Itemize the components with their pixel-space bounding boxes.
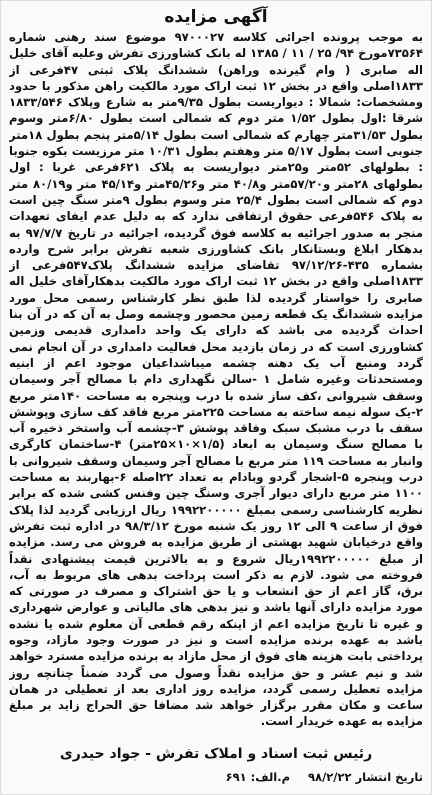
notice-body: به موجب پرونده اجرائی کلاسه ۹۷۰۰۰۲۷ موضوع سند رهنی شماره ۷۳۵۶۴مورخ ۹۴/ ۲۵ / ۱۱ / ۱۳۸۵ له بانک کشاورزی تفرش وعلیه آقای خلیل اله صابری ( وام گیرنده وراهن) ششدانگ پلاک ثبتی ۴۷فرعی از ۱۸۳۳اصلی واقع در بخش ۱۲ ثبت اراک مورد مالکیت راهن مذکور با حدود ومشخصات: شمالا : دیواریست بطول ۹/۳۵متر به شارع وپلاک ۱۸۳۳/۵۴۶ شرقا :اول بطول ۱/۵۲ متر دوم که شمالی است بطول ۶/۸۰متر وسوم بطول ۳۱/۵۳متر چهارم که شمالی است بطول ۵/۱۴متر پنجم بطول ۱۸متر جنوبی است بطول ۵/۱۷ متر وهفتم بطول ۱۰/۳۱ متر مرزیست بکوه جنوبا : بطولهای ۵۲متر و۲۵متر دیواریست به پلاک ۶۲۱فرعی غربا : اول بطولهای ۲۸متر و۵۷/۲۰متر و۴۰/۸ متر و۴۵/۲۶متر و۴۵/۱۴ متر و۸۰/۱۹ متر دوم که شمالی است بطول ۲۵/۴ متر وسوم بطول ۹متر سنگ چین است به پلاک ۵۴۶فرعی حقوق ارتفاقی ندارد که به دلیل عدم ایفای تعهدات منجر به صدور اجرائیه به کلاسه فوق گردیده، اجرائیه در تاریخ ۹۷/۷/۷ به بدهکار ابلاغ وبستانکار بانک کشاورزی شعبه تفرش برابر شرح وارده بشماره ۴۳۵-۹۷/۱۲/۲۶ تقاضای مزایده ششدانگ پلاک۵۴۷فرعی از ۱۸۳۳اصلی واقع در بخش ۱۲ ثبت اراک مورد مالکیت بدهکارآقای خلیل اله صابری را خواستار گردیده لذا طبق نظر کارشناس رسمی محل مورد مزایده ششدانگ یک قطعه زمین محصور وچشمه وصل به آن که در آن بنا احداث گردیده می باشد که دارای یک واحد دامداری قدیمی وزمین کشاورزی است که در زمان بازدید محل فعالیت دامداری در آن انجام نمی گردد ومنبع آب یک دهنه چشمه میباشداعیان موجود اعم از ابنیه ومستحدثات وغیره شامل ۱ -سالن نگهداری دام با مصالح آجر وسیمان وسقف شیروانی ،کف ساز شده با درب وپنجره به مساحت ۱۴۰متر مربع ۲-یک سوله نیمه ساخته به مساحت ۲۲۵متر مربع فاقد کف سازی وپوشش سقف با درب مشبک سبک وفاقد پوشش ۳-چشمه آب واستخر ذخیره آب با مصالح سنگ وسیمان به ابعاد (۱/۵×۱۰×۲۵متر) ۴-ساختمان کارگری وانبار به مساحت ۱۱۹ متر مربع با مصالح آجر وسیمان وسقف شیروانی با درب وپنجره ۵-اشجار گردو وبادام به تعداد ۲۲اصله ۶-بهاربند به مساحت ۱۱۰۰ متر مربع دارای دیوار آجری وسنگ چین وفنس کشی شده که برابر نظریه کارشناسی رسمی بمبلغ ۱۹۹۲۲۰۰۰۰۰ ریال ارزیابی گردید لذا پلاک فوق از ساعت ۹ الی ۱۲ روز یک شنبه مورخ ۹۸/۳/۱۲ در اداره ثبت تفرش واقع درخیابان شهید بهشتی از طریق مزایده به فروش می رسد. مزایده از مبلغ ۱۹۹۲۲۰۰۰۰۰ریال شروع و به بالاترین قیمت پیشنهادی نقداً فروخته می شود. لازم به ذکر است پرداخت بدهی های مربوط به آب، برق، گاز اعم از حق انشعاب و یا حق اشتراک و مصرف در صورتی که مورد مزایده دارای آنها باشد و نیز بدهی های مالیاتی و عوارض شهرداری و غیره تا تاریخ مزایده اعم از اینکه رقم قطعی آن معلوم شده یا نشده باشد به عهده برنده مزایده است و نیز در صورت وجود مازاد، وجوه پرداختی بابت هزینه های فوق از محل مازاد به برنده مزایده مسترد خواهد شد و نیم عشر و حق مزایده نقداً وصول می گردد ضمناً چنانچه روز مزایده تعطیل رسمی گردد، مزایده روز اداری بعد از تعطیلی در همان ساعت و مکان مقرر برگزار خواهد شد مضافا حق الحراج زاید بر مبلغ مزایده به عهده خریدار است. [9,30,423,729]
publish-date: تاریخ انتشار ۹۸/۲/۲۲ [308,770,423,784]
notice-code: م.الف: ۶۹۱ [225,770,291,784]
notice-title: آگهی مزایده [164,7,268,27]
notice-footer [9,769,423,785]
notice-signature: رئیس ثبت اسناد و املاک تفرش - جواد حیدری [59,746,373,762]
